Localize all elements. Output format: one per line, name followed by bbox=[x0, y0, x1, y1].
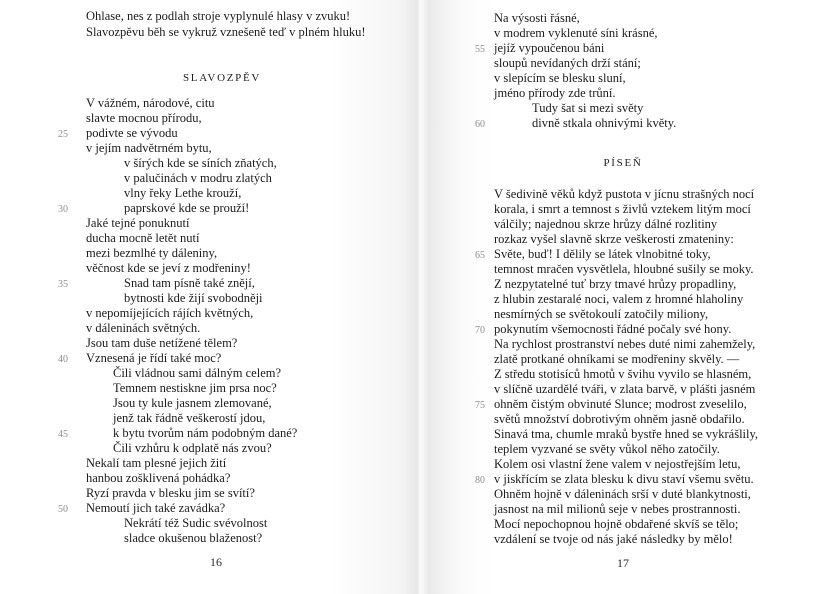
verse-number: 65 bbox=[475, 249, 485, 261]
verse-text: divně stkala ohnivými květy. bbox=[532, 116, 677, 130]
verse-number: 30 bbox=[58, 203, 68, 215]
verse-number: 75 bbox=[475, 399, 485, 411]
verse-text: pokynutím všemocnosti řádné počaly své hony. bbox=[494, 322, 732, 336]
poem-line bbox=[86, 381, 386, 396]
poem-line bbox=[86, 186, 386, 201]
verse-text: jasnost na mil milionů seje v nebes prostrannosti. bbox=[494, 502, 741, 516]
poem-line bbox=[86, 321, 386, 336]
verse-text: nesmírných se světokoulí zatočily miliony, bbox=[494, 307, 709, 321]
verse-text: válčily; najednou skrze hrůzy dálné rozlitiny bbox=[494, 217, 718, 231]
poem-line bbox=[475, 397, 814, 412]
verse-text: paprskové kde se prouží! bbox=[124, 201, 250, 215]
verse-text: Jsou tam duše netížené tělem? bbox=[86, 336, 238, 350]
verse-text: Jsou ty kule jasnem zlemované, bbox=[113, 396, 272, 410]
verse-number: 50 bbox=[58, 503, 68, 515]
verse-text: ohněm čistým obvinuté Slunce; modrost zveselilo, bbox=[494, 397, 747, 411]
poem-stanza bbox=[58, 96, 386, 546]
verse-text: Z nezpytatelné tuť brzy tmavé hrůzy propadliny, bbox=[494, 277, 737, 291]
poem-line bbox=[494, 367, 814, 382]
verse-text: Temnem nestiskne jim prsa noc? bbox=[113, 381, 277, 395]
verse-text: z hlubin zestaralé noci, valem z hromné hlaholiny bbox=[494, 292, 744, 306]
poem-line bbox=[494, 502, 814, 517]
verse-text: temnost mračen vysvětlela, hloubné sušily se moky. bbox=[494, 262, 754, 276]
verse-text: Ryzí pravda v blesku jim se svítí? bbox=[86, 486, 255, 500]
poem-line bbox=[494, 187, 814, 202]
verse-text: Nekrátí též Sudic svévolnost bbox=[124, 516, 268, 530]
verse-number: 40 bbox=[58, 353, 68, 365]
poem-line bbox=[86, 336, 386, 351]
verse-text: vlny řeky Lethe krouží, bbox=[124, 186, 242, 200]
verse-text: světů množství dobrotivým ohněm jasně obdařilo. bbox=[494, 412, 745, 426]
poem-line bbox=[494, 352, 814, 367]
verse-text: Mocí nepochopnou hojně obdařené skvíš se tělo; bbox=[494, 517, 739, 531]
poem-line bbox=[494, 412, 814, 427]
verse-text: jenž tak řádně veškerostí jdou, bbox=[113, 411, 266, 425]
poem-line: Slavozpěvu běh se vykruž vznešeně teď v plném hluku! bbox=[86, 25, 366, 39]
poem-line bbox=[494, 232, 814, 247]
verse-text: v jejím nadvětrném bytu, bbox=[86, 141, 212, 155]
verse-number: 55 bbox=[475, 43, 485, 55]
poem-line bbox=[494, 517, 814, 532]
verse-text: jméno přírody zde trůní. bbox=[494, 86, 616, 100]
page-number: 17 bbox=[617, 556, 629, 570]
verse-text: ducha mocně letět nutí bbox=[86, 231, 200, 245]
verse-text: v dáleninách světných. bbox=[86, 321, 201, 335]
verse-text: Světe, buď! I dělily se látek vlnobitné toky, bbox=[494, 247, 711, 261]
verse-text: v slíčně uzardělé tváři, v zlata barvě, v plášti jasném bbox=[494, 382, 756, 396]
verse-text: Čili vládnou sami dálným celem? bbox=[113, 366, 282, 380]
poem-line bbox=[86, 261, 386, 276]
poem-line bbox=[494, 101, 814, 116]
poem-line bbox=[58, 201, 386, 216]
poem-line bbox=[58, 426, 386, 441]
intro-couplet bbox=[86, 8, 386, 40]
poem-line bbox=[494, 277, 814, 292]
verse-text: V šedivině věků když pustota v jícnu strašných nocí bbox=[494, 187, 755, 201]
verse-number: 25 bbox=[58, 128, 68, 140]
poem-line bbox=[58, 351, 386, 366]
poem-line bbox=[475, 472, 814, 487]
poem-line bbox=[475, 247, 814, 262]
verse-text: Vznesená je řídí také moc? bbox=[86, 351, 222, 365]
verse-text: k bytu tvorům nám podobným dané? bbox=[113, 426, 298, 440]
verse-text: Nemoutí jich také zavádka? bbox=[86, 501, 226, 515]
poem-line bbox=[86, 246, 386, 261]
poem-line bbox=[58, 126, 386, 141]
poem-line bbox=[86, 96, 386, 111]
poem-line bbox=[475, 41, 814, 56]
poem-line bbox=[86, 306, 386, 321]
poem-line bbox=[494, 202, 814, 217]
verse-text: zlatě protkané ohníkami se modřeniny skvěly. — bbox=[494, 352, 740, 366]
poem-line bbox=[86, 471, 386, 486]
poem-line bbox=[494, 292, 814, 307]
verse-text: Kolem osi vlastní žene valem v nejostřejším letu, bbox=[494, 457, 741, 471]
page-right bbox=[475, 0, 814, 570]
poem-line bbox=[494, 487, 814, 502]
verse-text: v modrem vyklenuté síni krásné, bbox=[494, 26, 658, 40]
verse-text: Na výsosti řásné, bbox=[494, 11, 580, 25]
verse-text: korala, i smrt a temnost s živlů vztekem litým mocí bbox=[494, 202, 751, 216]
poem-line bbox=[494, 427, 814, 442]
poem-line bbox=[86, 156, 386, 171]
poem-line bbox=[86, 171, 386, 186]
verse-text: v palučinách v modru zlatých bbox=[124, 171, 272, 185]
verse-text: slavte mocnou přírodu, bbox=[86, 111, 202, 125]
verse-text: podivte se vývodu bbox=[86, 126, 178, 140]
verse-text: Ohněm hojně v dáleninách srší v duté blankytnosti, bbox=[494, 487, 751, 501]
verse-text: Snad tam písně také znějí, bbox=[124, 276, 255, 290]
poem-line bbox=[86, 516, 386, 531]
poem-stanza bbox=[475, 11, 814, 131]
poem-line bbox=[475, 116, 814, 131]
poem-line bbox=[494, 382, 814, 397]
poem-line bbox=[494, 337, 814, 352]
poem-line bbox=[86, 396, 386, 411]
poem-line bbox=[86, 141, 386, 156]
poem-line bbox=[86, 456, 386, 471]
poem-line bbox=[494, 307, 814, 322]
verse-text: v nepomíjejících rájích květných, bbox=[86, 306, 254, 320]
section-heading: PÍSEŇ bbox=[603, 157, 643, 169]
verse-text: Nekalí tam plesné jejich žití bbox=[86, 456, 227, 470]
verse-number: 35 bbox=[58, 278, 68, 290]
poem-line bbox=[86, 291, 386, 306]
poem-stanza bbox=[475, 187, 814, 547]
poem-line bbox=[475, 322, 814, 337]
poem-line bbox=[86, 441, 386, 456]
poem-line bbox=[86, 231, 386, 246]
verse-text: věčnost kde se jeví z modřeniny! bbox=[86, 261, 251, 275]
poem-line bbox=[86, 111, 386, 126]
verse-text: rozkaz vyšel slavně skrze veškerosti zmateniny: bbox=[494, 232, 734, 246]
poem-line bbox=[86, 411, 386, 426]
verse-text: bytnosti kde žijí svobodněji bbox=[124, 291, 263, 305]
poem-line bbox=[494, 11, 814, 26]
verse-text: Na rychlost prostranství nebes duté nimi zahemžely, bbox=[494, 337, 756, 351]
poem-line bbox=[494, 71, 814, 86]
verse-number: 60 bbox=[475, 118, 485, 130]
verse-text: mezi bezmlhé ty dáleniny, bbox=[86, 246, 218, 260]
poem-line bbox=[494, 86, 814, 101]
verse-text: Sinavá tma, chumle mraků bystře hned se vykrášlily, bbox=[494, 427, 759, 441]
page-number: 16 bbox=[210, 555, 222, 569]
verse-number: 70 bbox=[475, 324, 485, 336]
page-left bbox=[58, 0, 386, 569]
verse-text: sloupů nevídaných drží stání; bbox=[494, 56, 641, 70]
poem-line bbox=[494, 532, 814, 547]
section-heading: SLAVOZPĚV bbox=[182, 72, 262, 84]
poem-line bbox=[86, 366, 386, 381]
verse-text: V vážném, národové, citu bbox=[86, 96, 215, 110]
poem-line bbox=[86, 486, 386, 501]
verse-number: 45 bbox=[58, 428, 68, 440]
verse-text: v šírých kde se síních zňatých, bbox=[124, 156, 277, 170]
verse-text: v jiskřícím se zlata blesku k divu staví všemu světu. bbox=[494, 472, 754, 486]
verse-text: v slepícím se blesku sluní, bbox=[494, 71, 626, 85]
poem-line bbox=[494, 442, 814, 457]
poem-line bbox=[494, 26, 814, 41]
poem-line bbox=[86, 531, 386, 546]
verse-text: jejíž vypoučenou báni bbox=[494, 41, 605, 55]
poem-line bbox=[58, 501, 386, 516]
poem-line bbox=[494, 262, 814, 277]
verse-text: Tudy šat si mezi světy bbox=[532, 101, 644, 115]
poem-line bbox=[494, 457, 814, 472]
verse-text: Jaké tejné ponuknutí bbox=[86, 216, 190, 230]
verse-text: Z středu stotisíců hmotů v švihu vyvilo se hlasném, bbox=[494, 367, 752, 381]
verse-text: hanbou zošklivená pohádka? bbox=[86, 471, 231, 485]
poem-line bbox=[494, 56, 814, 71]
verse-text: Čili vzhůru k odplatě nás zvou? bbox=[113, 441, 272, 455]
poem-line bbox=[58, 276, 386, 291]
verse-text: teplem vyzvané se světy vůkol něho zatočily. bbox=[494, 442, 720, 456]
poem-line bbox=[86, 216, 386, 231]
verse-text: sladce okušenou blaženost? bbox=[124, 531, 263, 545]
verse-number: 80 bbox=[475, 474, 485, 486]
verse-text: vzdálení se tvoje od nás jaké následky by mělo! bbox=[494, 532, 733, 546]
poem-line bbox=[494, 217, 814, 232]
poem-line: Ohlase, nes z podlah stroje vyplynulé hlasy v zvuku! bbox=[86, 9, 351, 23]
